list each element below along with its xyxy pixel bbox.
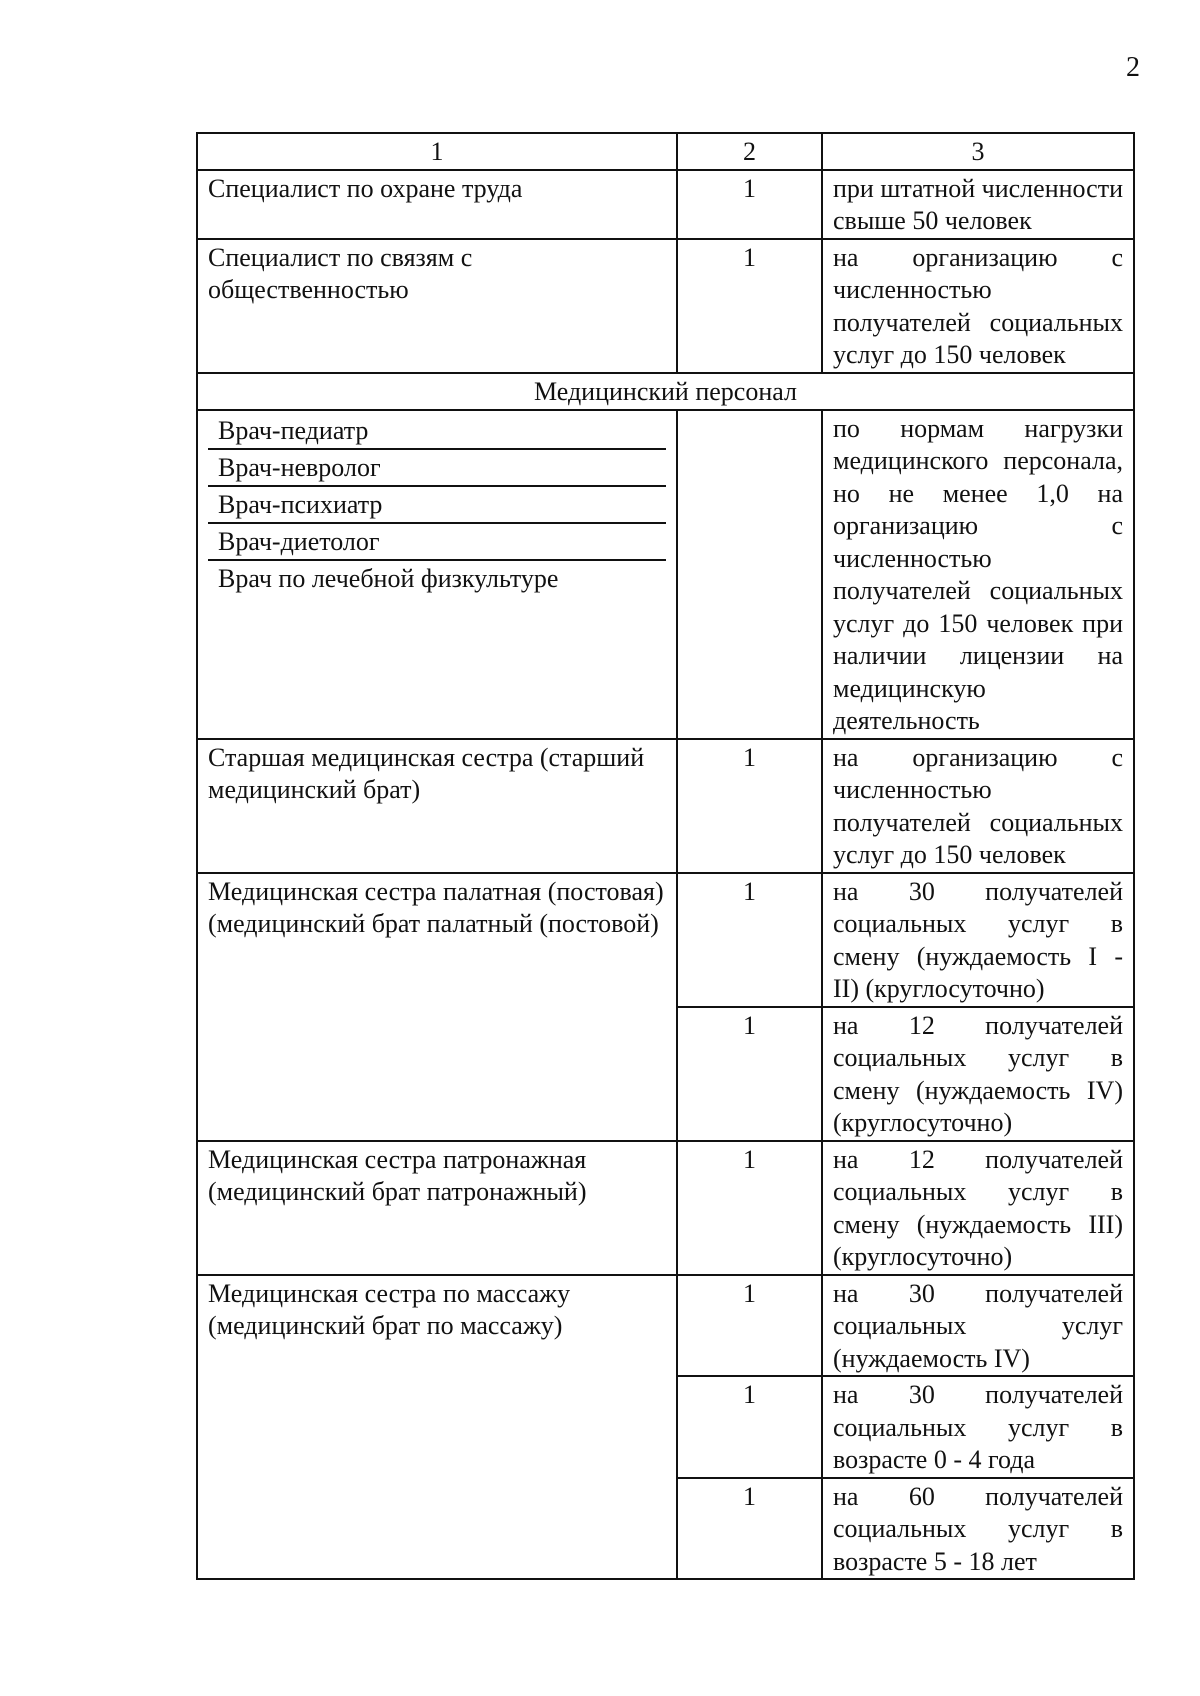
norm-cell: по нормам нагрузки медицинского персонала, но не менее 1,0 на организацию с численностью получателей социальных услуг до 150 человек при наличии лицензии на медицинскую деятельность xyxy=(822,410,1134,739)
column-header-3: 3 xyxy=(822,133,1134,170)
section-row xyxy=(197,373,1134,410)
staffing-table xyxy=(196,132,1135,1580)
table-row xyxy=(197,239,1134,373)
count-cell: 1 xyxy=(677,873,822,1007)
norm-cell: на организацию с численностью получателей социальных услуг до 150 человек xyxy=(822,239,1134,373)
section-title-medical: Медицинский персонал xyxy=(197,373,1134,410)
column-header-2: 2 xyxy=(677,133,822,170)
norm-cell: при штатной численности свыше 50 человек xyxy=(822,170,1134,239)
table-header-row xyxy=(197,133,1134,170)
doctor-position: Врач по лечебной физкультуре xyxy=(218,563,559,593)
doctor-position: Врач-педиатр xyxy=(208,413,666,450)
count-cell: 1 xyxy=(677,739,822,873)
position-cell: Старшая медицинская сестра (старший медицинский брат) xyxy=(197,739,677,873)
norm-cell: на 12 получателей социальных услуг в смену (нуждаемость III) (круглосуточно) xyxy=(822,1141,1134,1275)
count-cell-empty xyxy=(677,410,822,739)
table-row xyxy=(197,739,1134,873)
count-cell: 1 xyxy=(677,239,822,373)
table-row xyxy=(197,170,1134,239)
norm-cell: на 30 получателей социальных услуг в возрасте 0 - 4 года xyxy=(822,1376,1134,1478)
doctors-row xyxy=(197,410,1134,739)
doctor-position: Врач-психиатр xyxy=(208,487,666,524)
norm-cell: на 30 получателей социальных услуг в смену (нуждаемость I - II) (круглосуточно) xyxy=(822,873,1134,1007)
table-row xyxy=(197,873,1134,1007)
position-cell: Медицинская сестра патронажная (медицинский брат патронажный) xyxy=(197,1141,677,1275)
doctors-positions-cell xyxy=(197,410,677,739)
column-header-1: 1 xyxy=(197,133,677,170)
position-cell: Специалист по охране труда xyxy=(197,170,677,239)
count-cell: 1 xyxy=(677,170,822,239)
count-cell: 1 xyxy=(677,1478,822,1580)
count-cell: 1 xyxy=(677,1275,822,1377)
table-row xyxy=(197,1275,1134,1377)
doctor-position: Врач-диетолог xyxy=(208,524,666,561)
norm-cell: на 12 получателей социальных услуг в смену (нуждаемость IV) (круглосуточно) xyxy=(822,1007,1134,1141)
norm-cell: на 30 получателей социальных услуг (нуждаемость IV) xyxy=(822,1275,1134,1377)
position-cell: Медицинская сестра палатная (постовая) (медицинский брат палатный (постовой) xyxy=(197,873,677,1141)
table-row xyxy=(197,1141,1134,1275)
count-cell: 1 xyxy=(677,1007,822,1141)
position-cell: Медицинская сестра по массажу (медицинский брат по массажу) xyxy=(197,1275,677,1580)
doctor-position: Врач-невролог xyxy=(208,450,666,487)
count-cell: 1 xyxy=(677,1141,822,1275)
norm-cell: на организацию с численностью получателей социальных услуг до 150 человек xyxy=(822,739,1134,873)
norm-cell: на 60 получателей социальных услуг в возрасте 5 - 18 лет xyxy=(822,1478,1134,1580)
position-cell: Специалист по связям с общественностью xyxy=(197,239,677,373)
count-cell: 1 xyxy=(677,1376,822,1478)
page-number: 2 xyxy=(1126,52,1140,83)
